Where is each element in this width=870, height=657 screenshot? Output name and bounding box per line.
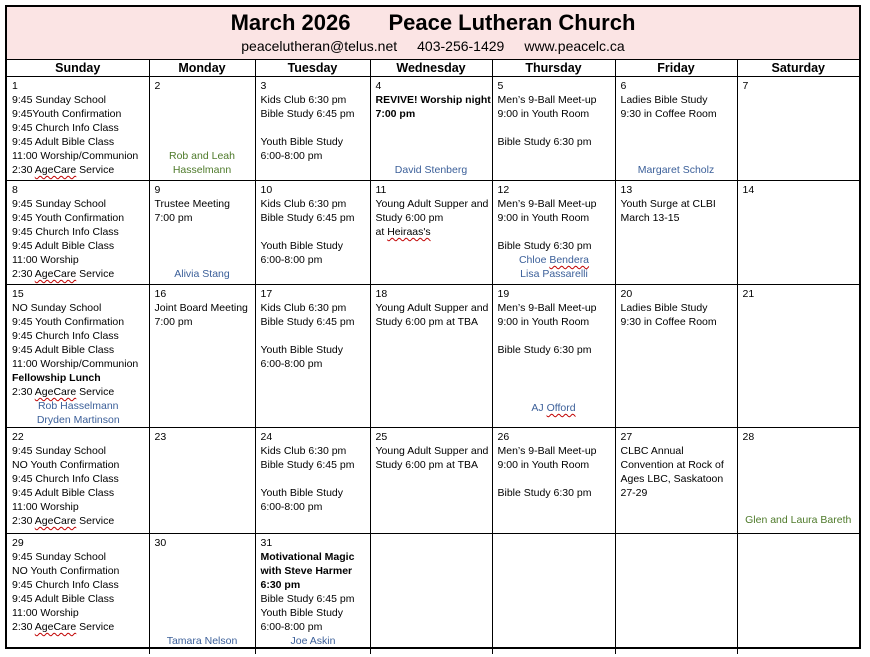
day-cell-1[interactable] <box>7 77 149 181</box>
person-name: David Stenberg <box>394 164 468 176</box>
event-line: NO Youth Confirmation <box>12 565 120 577</box>
event-line: 7:00 pm <box>154 212 193 224</box>
day-number: 12 <box>497 184 510 196</box>
day-cell-7[interactable] <box>737 77 859 181</box>
empty-cell <box>615 534 737 654</box>
person-name: Margaret Scholz <box>637 164 715 176</box>
event-line: Bible Study 6:45 pm <box>260 593 355 605</box>
day-number: 21 <box>742 288 755 300</box>
event-line: 7:00 pm <box>154 316 193 328</box>
birthday-names <box>150 149 255 177</box>
day-cell-13[interactable] <box>615 181 737 285</box>
event-line: 9:00 in Youth Room <box>497 316 590 328</box>
day-number: 9 <box>154 184 161 196</box>
event-line: Men’s 9-Ball Meet-up <box>497 302 597 314</box>
person-name: Rob Hasselmann <box>37 400 119 412</box>
day-cell-11[interactable] <box>370 181 492 285</box>
event-line: 9:45 Sunday School <box>12 445 106 457</box>
day-number: 22 <box>12 431 24 443</box>
day-cell-15[interactable] <box>7 285 149 428</box>
day-number: 1 <box>12 80 18 92</box>
event-line: 11:00 Worship/Communion <box>12 150 139 162</box>
event-line: 9:45 Adult Bible Class <box>12 344 115 356</box>
empty-cell <box>737 534 859 654</box>
event-line: 2:30 AgeCare Service <box>12 164 115 176</box>
event-line: Youth Bible Study <box>260 344 344 356</box>
weekday-saturday: Saturday <box>737 60 859 77</box>
day-cell-16[interactable] <box>149 285 255 428</box>
day-number: 5 <box>497 80 504 92</box>
weekday-monday: Monday <box>149 60 255 77</box>
weekday-sunday: Sunday <box>7 60 149 77</box>
event-line: March 13-15 <box>620 212 680 224</box>
event-line: Men’s 9-Ball Meet-up <box>497 94 597 106</box>
event-line: 2:30 AgeCare Service <box>12 515 115 527</box>
event-line: 11:00 Worship/Communion <box>12 358 139 370</box>
day-cell-29[interactable] <box>7 534 149 654</box>
event-line: 9:45 Church Info Class <box>12 122 119 134</box>
event-line: 9:45 Church Info Class <box>12 473 119 485</box>
event-line: 7:00 pm <box>375 108 416 120</box>
day-cell-2[interactable] <box>149 77 255 181</box>
day-number: 18 <box>375 288 388 300</box>
empty-cell <box>492 534 615 654</box>
day-number: 4 <box>375 80 382 92</box>
event-line: Young Adult Supper and <box>375 445 489 457</box>
event-line: 6:30 pm <box>260 579 301 591</box>
week-row-4 <box>7 428 859 534</box>
event-line: 9:45 Sunday School <box>12 198 106 210</box>
day-cell-8[interactable] <box>7 181 149 285</box>
event-line: 9:00 in Youth Room <box>497 108 590 120</box>
day-cell-18[interactable] <box>370 285 492 428</box>
day-number: 28 <box>742 431 755 443</box>
event-line: 27-29 <box>620 487 648 499</box>
event-line: Kids Club 6:30 pm <box>260 198 347 210</box>
day-cell-27[interactable] <box>615 428 737 534</box>
event-line: Ladies Bible Study <box>620 302 708 314</box>
day-cell-28[interactable] <box>737 428 859 534</box>
event-line: Ladies Bible Study <box>620 94 708 106</box>
event-line: Men’s 9-Ball Meet-up <box>497 445 597 457</box>
event-line: Convention at Rock of <box>620 459 724 471</box>
day-number: 27 <box>620 431 633 443</box>
day-cell-12[interactable] <box>492 181 615 285</box>
day-cell-10[interactable] <box>255 181 370 285</box>
event-line: 9:45 Adult Bible Class <box>12 240 115 252</box>
person-name: Chloe Bendera <box>518 254 590 266</box>
weekday-header-row <box>7 60 859 77</box>
event-line: Bible Study 6:45 pm <box>260 316 355 328</box>
email: peacelutheran@telus.net <box>241 38 398 54</box>
event-line: Kids Club 6:30 pm <box>260 445 347 457</box>
day-number: 13 <box>620 184 633 196</box>
event-line: 6:00-8:00 pm <box>260 150 323 162</box>
event-line: Bible Study 6:30 pm <box>497 487 592 499</box>
day-cell-31[interactable] <box>255 534 370 654</box>
day-number: 14 <box>742 184 755 196</box>
day-number: 8 <box>12 184 18 196</box>
event-line: 2:30 AgeCare Service <box>12 386 115 398</box>
person-name: Alivia Stang <box>174 268 230 280</box>
event-line: Fellowship Lunch <box>12 372 101 384</box>
day-cell-5[interactable] <box>492 77 615 181</box>
week-row-2 <box>7 181 859 285</box>
event-line: Youth Bible Study <box>260 240 344 252</box>
day-cell-30[interactable] <box>149 534 255 654</box>
empty-cell <box>370 534 492 654</box>
event-line: 9:45 Church Info Class <box>12 330 119 342</box>
weekday-thursday: Thursday <box>492 60 615 77</box>
event-line: 9:45 Adult Bible Class <box>12 136 115 148</box>
event-line: 2:30 AgeCare Service <box>12 268 115 280</box>
weekday-tuesday: Tuesday <box>255 60 370 77</box>
person-name: Hasselmann <box>172 164 232 176</box>
day-number: 6 <box>620 80 627 92</box>
event-line: Ages LBC, Saskatoon <box>620 473 724 485</box>
person-name: Glen and Laura Bareth <box>745 514 852 526</box>
calendar-header <box>7 7 859 60</box>
person-name: Tamara Nelson <box>166 634 238 647</box>
calendar-frame <box>5 5 861 649</box>
event-line: 9:45 Adult Bible Class <box>12 487 115 499</box>
event-line: Kids Club 6:30 pm <box>260 94 347 106</box>
person-name: Lisa Passarelli <box>520 268 588 280</box>
day-cell-4[interactable] <box>370 77 492 181</box>
event-line: 9:45 Sunday School <box>12 94 106 106</box>
event-line: 9:45Youth Confirmation <box>12 108 122 120</box>
title-row <box>7 7 859 36</box>
day-cell-19[interactable] <box>492 285 615 428</box>
event-line: Bible Study 6:45 pm <box>260 459 355 471</box>
day-number: 19 <box>497 288 510 300</box>
event-line: Bible Study 6:45 pm <box>260 212 355 224</box>
event-line: 6:00-8:00 pm <box>260 358 323 370</box>
event-line: CLBC Annual <box>620 445 684 457</box>
event-line: Young Adult Supper and <box>375 302 489 314</box>
event-line: 11:00 Worship <box>12 607 79 619</box>
person-name: Joe Askin <box>290 635 336 647</box>
day-number: 2 <box>154 80 161 92</box>
month-title: March 2026 <box>230 10 351 35</box>
person-name: Rob and Leah <box>169 150 235 162</box>
event-line: Joint Board Meeting <box>154 302 248 314</box>
day-cell-14[interactable] <box>737 181 859 285</box>
day-cell-9[interactable] <box>149 181 255 285</box>
day-number: 24 <box>260 431 273 443</box>
event-line: 6:00-8:00 pm <box>260 254 323 266</box>
event-line: Young Adult Supper and <box>375 198 489 210</box>
event-line: Bible Study 6:30 pm <box>497 240 592 252</box>
week-row-1 <box>7 77 859 181</box>
event-line: Kids Club 6:30 pm <box>260 302 347 314</box>
contact-row <box>7 36 859 56</box>
event-line: 9:00 in Youth Room <box>497 212 590 224</box>
event-line: 6:00-8:00 pm <box>260 501 323 513</box>
day-number: 23 <box>154 431 167 443</box>
day-cell-20[interactable] <box>615 285 737 428</box>
weekday-friday: Friday <box>615 60 737 77</box>
day-number: 3 <box>260 80 267 92</box>
event-line: 9:45 Sunday School <box>12 551 106 563</box>
event-line: Study 6:00 pm at TBA <box>375 316 479 328</box>
day-number: 15 <box>12 288 24 300</box>
event-line: 9:00 in Youth Room <box>497 459 590 471</box>
event-line: 6:00-8:00 pm <box>260 621 323 633</box>
day-number: 31 <box>260 537 273 549</box>
day-number: 10 <box>260 184 273 196</box>
week-row-3 <box>7 285 859 428</box>
day-cell-6[interactable] <box>615 77 737 181</box>
day-cell-23[interactable] <box>149 428 255 534</box>
day-number: 7 <box>742 80 749 92</box>
day-cell-3[interactable] <box>255 77 370 181</box>
day-number: 29 <box>12 537 24 549</box>
person-name: Dryden Martinson <box>36 414 120 426</box>
event-line: Trustee Meeting <box>154 198 230 210</box>
event-line: 9:30 in Coffee Room <box>620 316 717 328</box>
church-name: Peace Lutheran Church <box>388 10 636 35</box>
weekday-wednesday: Wednesday <box>370 60 492 77</box>
day-number: 25 <box>375 431 388 443</box>
event-line: Men’s 9-Ball Meet-up <box>497 198 597 210</box>
day-cell-25[interactable] <box>370 428 492 534</box>
event-line: 9:45 Church Info Class <box>12 226 119 238</box>
event-line: 9:45 Youth Confirmation <box>12 212 125 224</box>
month-grid <box>7 60 859 654</box>
event-line: 11:00 Worship <box>12 254 79 266</box>
event-line: 11:00 Worship <box>12 501 79 513</box>
person-name: AJ Offord <box>531 402 576 414</box>
event-line: Study 6:00 pm <box>375 212 444 224</box>
event-line: 2:30 AgeCare Service <box>12 621 115 633</box>
day-cell-17[interactable] <box>255 285 370 428</box>
day-number: 16 <box>154 288 167 300</box>
phone: 403-256-1429 <box>417 38 505 54</box>
event-line: REVIVE! Worship night <box>375 94 491 106</box>
website: www.peacelc.ca <box>524 38 625 54</box>
event-line: 9:45 Youth Confirmation <box>12 316 125 328</box>
day-number: 26 <box>497 431 510 443</box>
event-line: Study 6:00 pm at TBA <box>375 459 479 471</box>
event-line: 9:45 Church Info Class <box>12 579 119 591</box>
event-line: NO Sunday School <box>12 302 102 314</box>
event-line: Bible Study 6:30 pm <box>497 344 592 356</box>
event-line: Youth Bible Study <box>260 607 344 619</box>
event-line: Bible Study 6:45 pm <box>260 108 355 120</box>
event-line: Youth Bible Study <box>260 487 344 499</box>
day-cell-24[interactable] <box>255 428 370 534</box>
week-row-5 <box>7 534 859 654</box>
event-line: Bible Study 6:30 pm <box>497 136 592 148</box>
day-number: 20 <box>620 288 633 300</box>
event-line: Youth Bible Study <box>260 136 344 148</box>
event-line: 9:30 in Coffee Room <box>620 108 717 120</box>
day-cell-26[interactable] <box>492 428 615 534</box>
day-cell-22[interactable] <box>7 428 149 534</box>
event-line: 9:45 Adult Bible Class <box>12 593 115 605</box>
day-cell-21[interactable] <box>737 285 859 428</box>
day-number: 11 <box>375 184 387 196</box>
event-line: at Heiraas's <box>375 226 431 238</box>
event-line: Youth Surge at CLBI <box>620 198 716 210</box>
event-line: with Steve Harmer <box>260 565 353 577</box>
day-number: 30 <box>154 537 167 549</box>
day-number: 17 <box>260 288 273 300</box>
event-line: NO Youth Confirmation <box>12 459 120 471</box>
event-line: Motivational Magic <box>260 551 355 563</box>
